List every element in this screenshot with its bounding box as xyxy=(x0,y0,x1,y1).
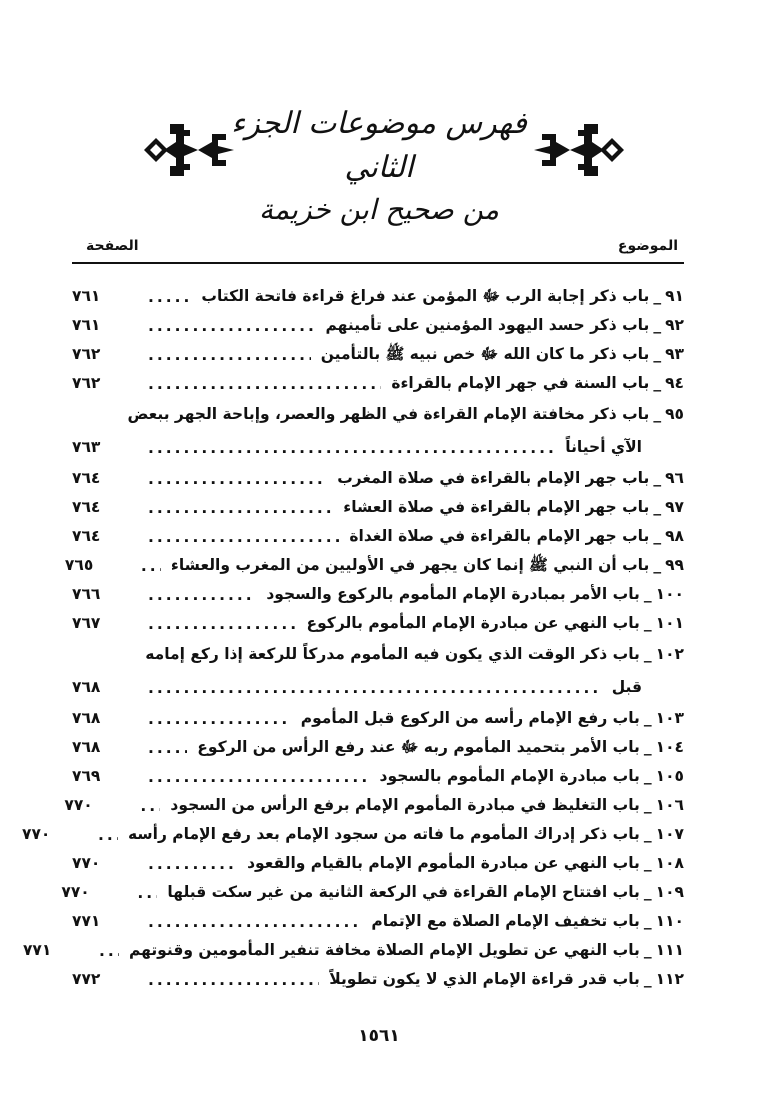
entry-line xyxy=(72,431,684,464)
entries-list xyxy=(21,282,684,994)
index-title xyxy=(200,90,558,226)
list-item xyxy=(72,522,684,551)
entry-line xyxy=(72,907,684,936)
list-item xyxy=(61,878,684,907)
entry-page-number: ٧٧٠ xyxy=(72,854,101,872)
dot-leader xyxy=(141,556,161,576)
dot-leader xyxy=(148,527,339,547)
dot-leader xyxy=(148,709,291,729)
list-item xyxy=(72,762,684,791)
column-header-page: الصفحة xyxy=(86,238,139,254)
entry-separator: _ xyxy=(653,316,662,334)
entry-page-number: ٧٧٢ xyxy=(72,970,101,988)
entry-page-number: ٧٦٤ xyxy=(72,527,101,545)
entry-title: باب جهر الإمام بالقراءة في صلاة العشاء xyxy=(343,498,650,516)
entry-title: باب تخفيف الإمام الصلاة مع الإتمام xyxy=(371,912,640,930)
entry-page-number: ٧٦٦ xyxy=(72,585,101,603)
entry-line xyxy=(72,311,684,340)
entry-number: ١٠٤ xyxy=(655,738,684,756)
entry-separator: _ xyxy=(653,287,662,305)
entry-number: ٩١ xyxy=(665,287,684,305)
entry-title: باب جهر الإمام بالقراءة في صلاة المغرب xyxy=(337,469,650,487)
list-item xyxy=(72,704,684,733)
entry-page-number: ٧٧١ xyxy=(72,912,101,930)
entry-separator: _ xyxy=(643,709,652,727)
entry-line xyxy=(72,733,684,762)
entry-title: باب افتتاح الإمام القراءة في الركعة الثانية من غير سكت قبلها xyxy=(167,883,640,901)
entry-page-number: ٧٦٨ xyxy=(72,709,101,727)
entry-line xyxy=(21,820,684,849)
list-item xyxy=(72,340,684,369)
entry-title: باب الأمر بمبادرة الإمام المأموم بالركوع والسجود xyxy=(266,585,640,603)
list-item xyxy=(72,965,684,994)
entry-separator: _ xyxy=(643,941,652,959)
entry-line xyxy=(72,340,684,369)
ornament-right-icon xyxy=(528,120,628,180)
entry-number: ١٠٩ xyxy=(655,883,684,901)
list-item xyxy=(72,282,684,311)
list-item xyxy=(72,907,684,936)
list-item xyxy=(72,638,684,704)
dot-leader xyxy=(148,438,555,458)
entry-title: قبل xyxy=(611,678,642,696)
dot-leader xyxy=(148,469,327,489)
entry-separator: _ xyxy=(653,498,662,516)
dot-leader xyxy=(148,767,370,787)
entry-line xyxy=(72,282,684,311)
entry-title: باب مبادرة الإمام المأموم بالسجود xyxy=(379,767,640,785)
entry-number: ٩٤ xyxy=(665,374,684,392)
entry-page-number: ٧٦١ xyxy=(72,287,101,305)
list-item xyxy=(22,936,684,965)
dot-leader xyxy=(148,970,319,990)
entry-page-number: ٧٦٩ xyxy=(72,767,101,785)
entry-title: باب السنة في جهر الإمام بالقراءة xyxy=(391,374,650,392)
title-line-1: فهرس موضوعات الجزء الثاني xyxy=(231,106,527,185)
entry-number: ١١١ xyxy=(655,941,684,959)
dot-leader xyxy=(98,825,118,845)
entry-separator: _ xyxy=(643,796,652,814)
entry-number: ٩٥ xyxy=(665,405,684,423)
entry-separator: _ xyxy=(643,912,652,930)
list-item xyxy=(21,820,684,849)
entry-number: ٩٧ xyxy=(665,498,684,516)
entry-page-number: ٧٦٥ xyxy=(64,556,94,574)
dot-leader xyxy=(148,614,297,634)
entry-line xyxy=(72,849,684,878)
dot-leader xyxy=(140,796,160,816)
entry-line xyxy=(72,464,684,493)
entry-page-number: ٧٦٢ xyxy=(72,374,101,392)
entry-page-number: ٧٧٠ xyxy=(61,883,90,901)
entry-title: باب التغليظ في مبادرة المأموم الإمام برفع الرأس من السجود xyxy=(170,796,640,814)
entry-line xyxy=(72,609,684,638)
entry-line xyxy=(22,936,684,965)
entry-line xyxy=(72,704,684,733)
dot-leader xyxy=(148,498,333,518)
entry-separator: _ xyxy=(643,585,652,603)
entry-page-number: ٧٦١ xyxy=(72,316,101,334)
column-header-topic: الموضوع xyxy=(617,238,678,254)
entry-separator: _ xyxy=(653,405,662,423)
entry-number: ٩٦ xyxy=(665,469,684,487)
entry-line xyxy=(72,671,684,704)
entry-title: باب ذكر مخافتة الإمام القراءة في الظهر والعصر، وإباحة الجهر ببعض xyxy=(127,405,650,423)
entry-number: ١٠٥ xyxy=(655,767,684,785)
list-item xyxy=(72,493,684,522)
entry-line xyxy=(72,580,684,609)
entry-title: باب قدر قراءة الإمام الذي لا يكون تطويلاً xyxy=(329,970,640,988)
entry-page-number: ٧٦٧ xyxy=(72,614,101,632)
entry-title: باب ذكر الوقت الذي يكون فيه المأموم مدركاً للركعة إذا ركع إمامه xyxy=(145,645,640,663)
entry-separator: _ xyxy=(643,614,652,632)
entry-page-number: ٧٦٤ xyxy=(72,498,101,516)
entry-separator: _ xyxy=(653,469,662,487)
entry-line xyxy=(61,878,684,907)
entry-number: ١٠٦ xyxy=(655,796,684,814)
entry-number: ١٠١ xyxy=(655,614,684,632)
column-headers xyxy=(78,236,678,260)
entry-separator: _ xyxy=(653,345,662,363)
entry-separator: _ xyxy=(643,883,652,901)
list-item xyxy=(72,369,684,398)
entry-title: باب ذكر إجابة الرب ﷻ المؤمن عند فراغ قراءة فاتحة الكتاب xyxy=(201,287,650,305)
entry-page-number: ٧٧٠ xyxy=(21,825,51,843)
dot-leader xyxy=(99,941,119,961)
entry-title: الآي أحياناً xyxy=(565,438,642,456)
dot-leader xyxy=(148,345,311,365)
entry-page-number: ٧٦٤ xyxy=(72,469,101,487)
entry-title: باب جهر الإمام بالقراءة في صلاة الغداة xyxy=(349,527,650,545)
header-rule xyxy=(72,262,684,264)
entry-page-number: ٧٦٣ xyxy=(72,438,101,456)
entry-title: باب ذكر حسد اليهود المؤمنين على تأمينهم xyxy=(325,316,650,334)
entry-line xyxy=(72,522,684,551)
entry-page-number: ٧٧٠ xyxy=(64,796,93,814)
entry-separator: _ xyxy=(643,767,652,785)
dot-leader xyxy=(137,883,157,903)
entry-line xyxy=(64,551,684,580)
entry-line xyxy=(72,493,684,522)
entry-separator: _ xyxy=(653,527,662,545)
entry-number: ٩٣ xyxy=(665,345,684,363)
entry-number: ١٠٧ xyxy=(655,825,684,843)
entry-number: ١٠٣ xyxy=(655,709,684,727)
entry-title: باب أن النبي ﷺ إنما كان يجهر في الأوليين من المغرب والعشاء xyxy=(170,556,650,574)
entry-separator: _ xyxy=(653,556,662,574)
entry-title: باب النهي عن مبادرة الإمام المأموم بالركوع xyxy=(306,614,640,632)
page-number: ١٥٦١ xyxy=(358,1026,400,1046)
list-item xyxy=(72,398,684,464)
entry-line xyxy=(72,965,684,994)
entry-page-number: ٧٦٨ xyxy=(72,678,101,696)
dot-leader xyxy=(148,854,237,874)
list-item xyxy=(72,733,684,762)
entry-separator: _ xyxy=(643,825,652,843)
page-header xyxy=(0,90,758,226)
entry-number: ١٠٢ xyxy=(655,645,684,663)
entry-page-number: ٧٦٢ xyxy=(72,345,101,363)
dot-leader xyxy=(148,585,256,605)
entry-page-number: ٧٧١ xyxy=(22,941,52,959)
entry-line xyxy=(72,398,684,431)
entry-title: باب رفع الإمام رأسه من الركوع قبل المأموم xyxy=(300,709,640,727)
list-item xyxy=(72,609,684,638)
entry-title: باب النهي عن تطويل الإمام الصلاة مخافة تنفير المأمومين وقنوتهم xyxy=(128,941,640,959)
entry-title: باب ذكر إدراك المأموم ما فاته من سجود الإمام بعد رفع الإمام رأسه xyxy=(127,825,640,843)
entry-title: باب ذكر ما كان الله ﷻ خص نبيه ﷺ بالتأمين xyxy=(320,345,650,363)
entry-line xyxy=(72,762,684,791)
entry-line xyxy=(72,638,684,671)
dot-leader xyxy=(148,912,361,932)
entry-separator: _ xyxy=(643,645,652,663)
entry-separator: _ xyxy=(643,738,652,756)
entry-number: ٩٢ xyxy=(665,316,684,334)
list-item xyxy=(72,849,684,878)
entry-number: ١١٢ xyxy=(655,970,684,988)
entry-number: ٩٨ xyxy=(665,527,684,545)
list-item xyxy=(72,311,684,340)
list-item xyxy=(64,551,684,580)
entry-separator: _ xyxy=(643,970,652,988)
entry-title: باب الأمر بتحميد المأموم ربه ﷻ عند رفع الرأس من الركوع xyxy=(197,738,640,756)
list-item xyxy=(64,791,684,820)
entry-number: ١٠٠ xyxy=(655,585,684,603)
entry-separator: _ xyxy=(653,374,662,392)
list-item xyxy=(72,580,684,609)
entry-page-number: ٧٦٨ xyxy=(72,738,101,756)
entry-title: باب النهي عن مبادرة المأموم الإمام بالقيام والقعود xyxy=(247,854,640,872)
entry-line xyxy=(72,369,684,398)
list-item xyxy=(72,464,684,493)
dot-leader xyxy=(148,738,187,758)
title-line-2: من صحيح ابن خزيمة xyxy=(258,193,500,226)
entry-number: ١١٠ xyxy=(655,912,684,930)
entry-number: ١٠٨ xyxy=(655,854,684,872)
dot-leader xyxy=(148,374,381,394)
entry-separator: _ xyxy=(643,854,652,872)
dot-leader xyxy=(148,287,191,307)
dot-leader xyxy=(148,678,602,698)
entry-number: ٩٩ xyxy=(665,556,684,574)
dot-leader xyxy=(148,316,316,336)
entry-line xyxy=(64,791,684,820)
